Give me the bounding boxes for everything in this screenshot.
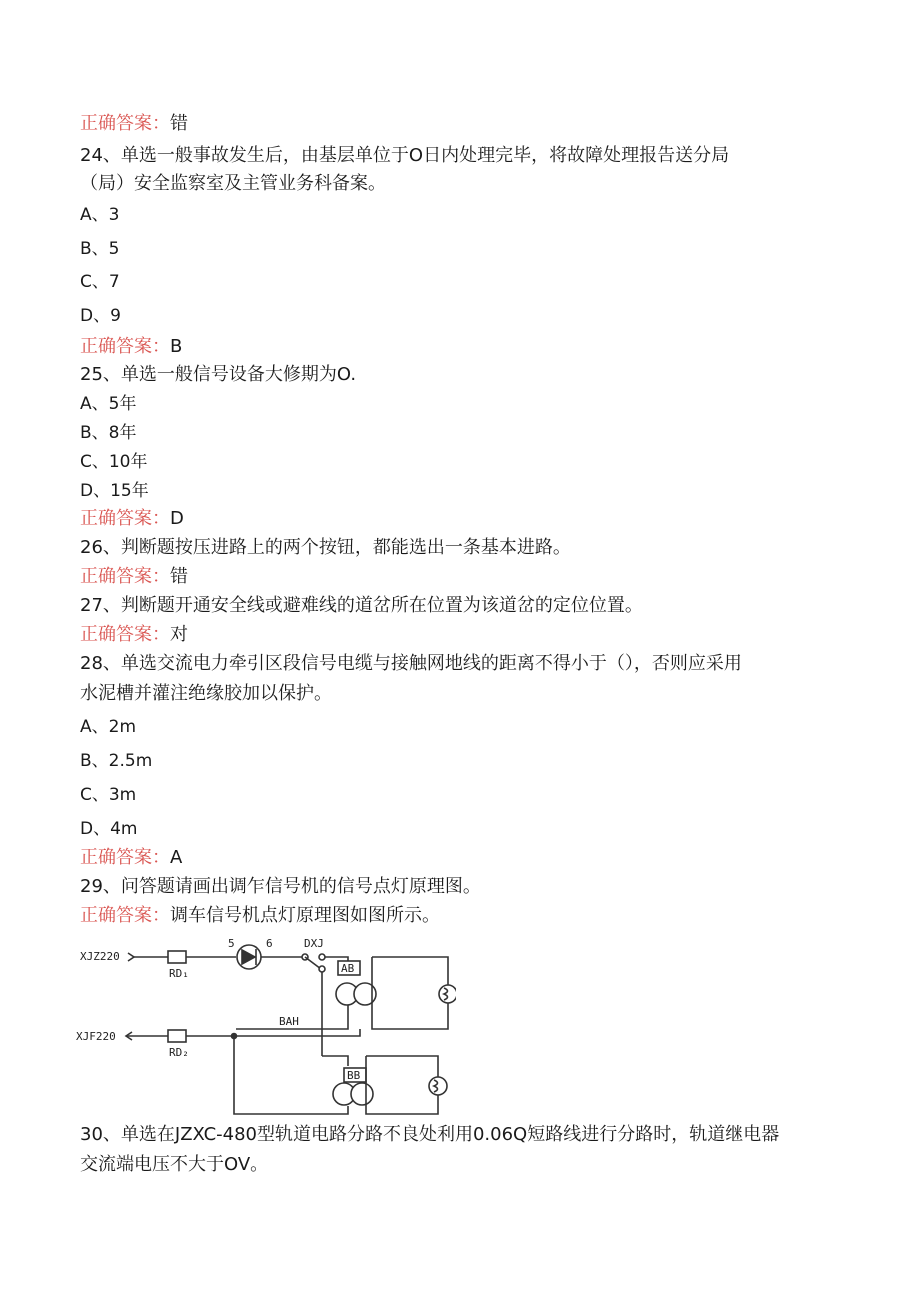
answer-label: 正确答案： (80, 508, 170, 529)
answer-line-q25 (80, 508, 184, 530)
option-a: A、5年 (80, 394, 137, 414)
answer-line-q27 (80, 624, 188, 646)
question-24-line1: 24、单选一般事故发生后，由基层单位于O日内处理完毕，将故障处理报告送分局 (80, 145, 730, 166)
label-ab: AB (341, 962, 355, 975)
label-bah: BAH (279, 1015, 299, 1028)
answer-label: 正确答案： (80, 566, 170, 587)
answer-line-q28 (80, 847, 182, 869)
option-a: A、3 (80, 205, 120, 225)
label-rd2: RD₂ (169, 1046, 189, 1059)
answer-value: 对 (170, 624, 188, 645)
answer-value: B (170, 336, 183, 357)
option-d: D、15年 (80, 481, 149, 501)
answer-line-q24 (80, 336, 182, 358)
question-29: 29、问答题请画出调乍信号机的信号点灯原理图。 (80, 876, 481, 897)
answer-value: 错 (170, 113, 188, 134)
label-bb: BB (347, 1069, 361, 1082)
answer-label: 正确答案： (80, 113, 170, 134)
label-xjz220: XJZ220 (80, 950, 120, 963)
option-c: C、10年 (80, 452, 148, 472)
answer-line-q26 (80, 566, 188, 588)
option-b: B、8年 (80, 423, 137, 443)
label-rd1: RD₁ (169, 967, 189, 980)
answer-label: 正确答案： (80, 336, 170, 357)
option-c: C、7 (80, 272, 120, 292)
label-terminal-6: 6 (266, 937, 273, 950)
option-a: A、2m (80, 717, 137, 737)
shunting-signal-lighting-circuit-diagram (76, 936, 456, 1118)
answer-label: 正确答案： (80, 847, 170, 868)
question-24-line2: （局）安全监察室及主管业务科备案。 (80, 173, 386, 194)
option-c: C、3m (80, 785, 137, 805)
question-25: 25、单选一般信号设备大修期为O. (80, 364, 357, 385)
question-26: 26、判断题按压进路上的两个按钮，都能选出一条基本进路。 (80, 537, 571, 558)
label-dxj: DXJ (304, 937, 324, 950)
option-d: D、9 (80, 306, 121, 326)
option-b: B、2.5m (80, 751, 153, 771)
option-b: B、5 (80, 239, 120, 259)
answer-line-q29 (80, 905, 440, 927)
answer-value: 调车信号机点灯原理图如图所示。 (170, 905, 440, 926)
answer-value: A (170, 847, 183, 868)
answer-line-q23 (80, 113, 188, 135)
question-27: 27、判断题开通安全线或避难线的道岔所在位置为该道岔的定位位置。 (80, 595, 643, 616)
answer-label: 正确答案： (80, 905, 170, 926)
answer-value: D (170, 508, 184, 529)
label-xjf220: XJF220 (76, 1030, 116, 1043)
label-terminal-5: 5 (228, 937, 235, 950)
question-30-line1: 30、单选在JZXC-480型轨道电路分路不良处利用0.06Q短路线进行分路时，轨道继电器 (80, 1124, 780, 1145)
question-30-line2: 交流端电压不大于OV。 (80, 1154, 269, 1175)
answer-value: 错 (170, 566, 188, 587)
question-28-line2: 水泥槽并灌注绝缘胶加以保护。 (80, 683, 332, 704)
question-28-line1: 28、单选交流电力牵引区段信号电缆与接触网地线的距离不得小于（），否则应采用 (80, 653, 742, 674)
option-d: D、4m (80, 819, 138, 839)
answer-label: 正确答案： (80, 624, 170, 645)
